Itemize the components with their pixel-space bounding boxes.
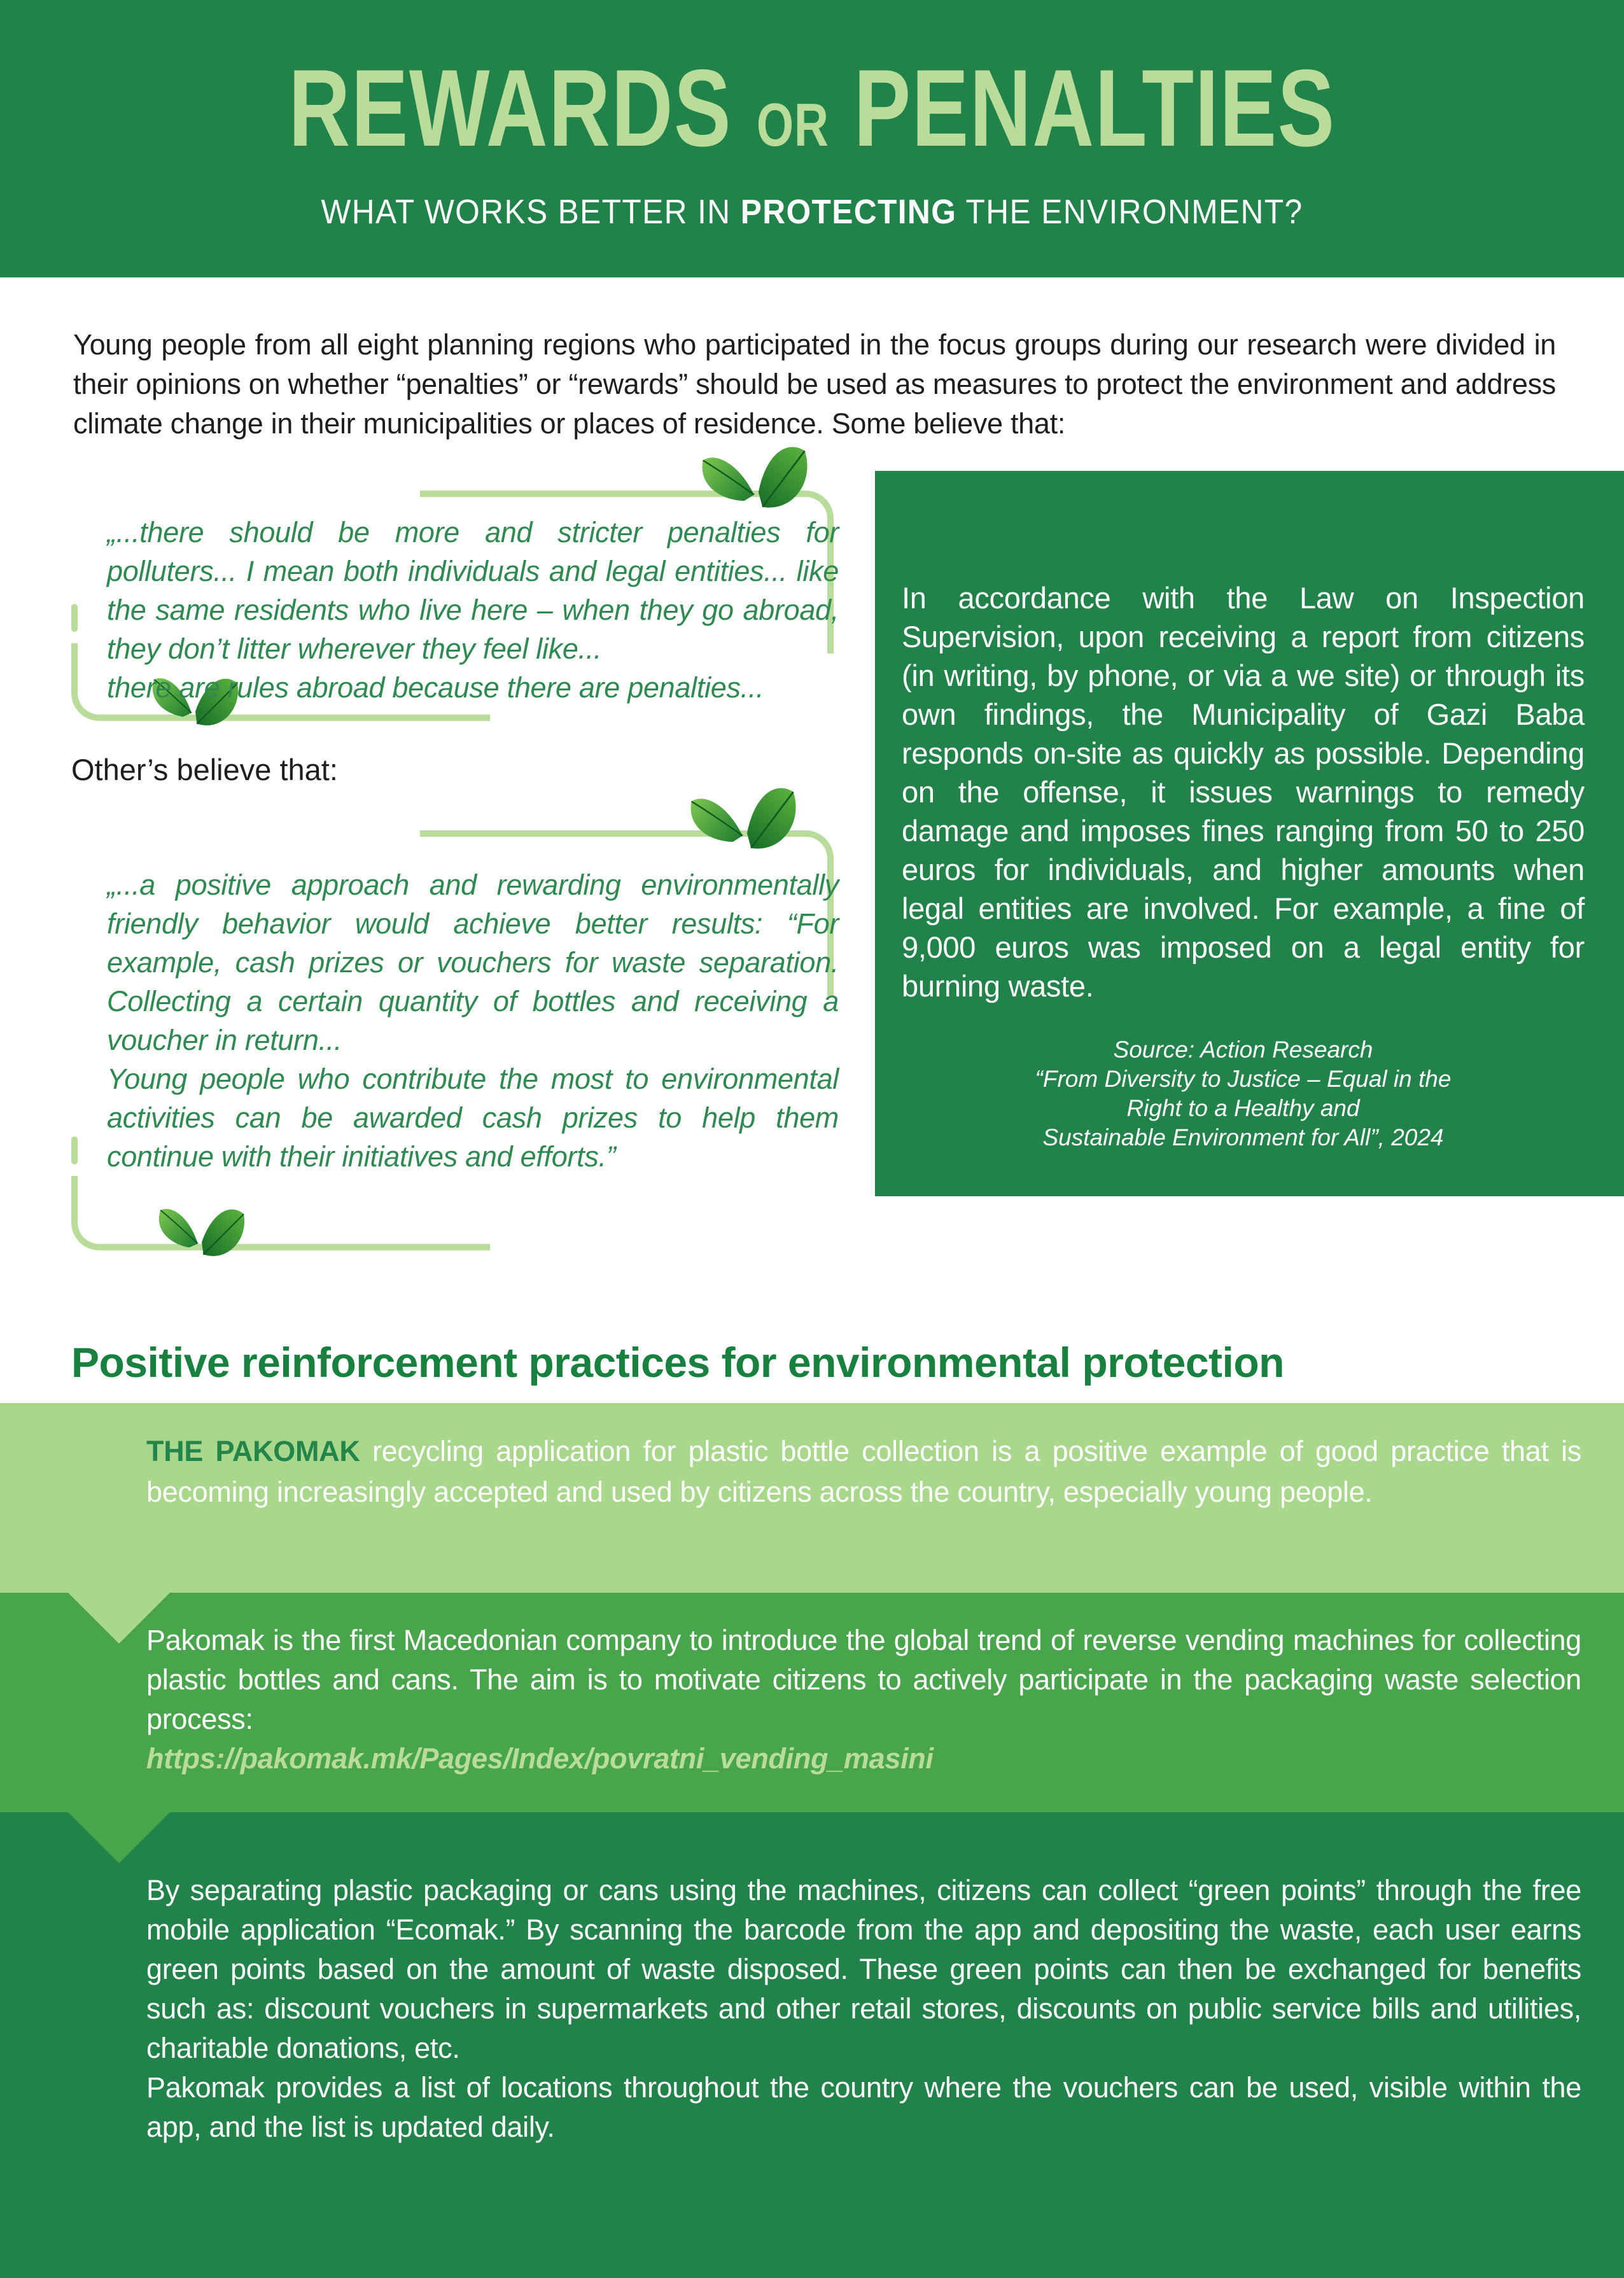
pakomak-url-link[interactable]: https://pakomak.mk/Pages/Index/povratni_vending_masini (146, 1742, 934, 1775)
quote-rewards (107, 865, 839, 1176)
leaf-pair-icon (148, 1200, 256, 1270)
intro-paragraph: Young people from all eight planning regions who participated in the focus groups during our research were divided in their opinions on whether “penalties” or “rewards” should be used as measures to protect the environment and address climate change in their municipalities or places of residence. Some believe that: (73, 328, 1556, 440)
subtitle-pre: WHAT WORKS BETTER IN (321, 193, 741, 231)
quote-penalties-text: „...there should be more and stricter penalties for polluters... I mean both individuals and legal entities... like the same residents who live here – when they go abroad, they don’t litter wherever they feel like... (107, 516, 839, 665)
pakomak-paragraph (146, 1431, 1581, 1513)
ecomak-text-2: Pakomak provides a list of locations throughout the country where the vouchers can be used, visible within the app, and the list is updated daily. (146, 2071, 1581, 2143)
source-line: Source: Action Research (1113, 1037, 1373, 1063)
page-title-rewards: REWARDS (288, 47, 732, 169)
header-banner (0, 0, 1624, 277)
source-line: Sustainable Environment for All”, 2024 (1042, 1124, 1444, 1150)
quote2-left-dash (71, 1136, 78, 1164)
pakomak-lead-rest: recycling application for plastic bottle collection is a positive example of good practice that is becoming increasingly accepted and used by citizens across the country, especially young people. (146, 1435, 1582, 1508)
section-ecomak (0, 1812, 1624, 2278)
quote-penalties-text-2: there are rules abroad because there are penalties... (107, 671, 764, 704)
source-line: Right to a Healthy and (1126, 1095, 1360, 1121)
inspection-info-text: In accordance with the Law on Inspection Supervision, upon receiving a report from citizens (in writing, by phone, or via a we site) or through its own findings, the Municipality of Gazi Baba responds on-site as quickly as possible. Depending on the offense, it issues warnings to remedy damage and imposes fines ranging from 50 to 250 euros for individuals, and higher amounts when legal entities are involved. For example, a fine of 9,000 euros was imposed on a legal entity for burning waste. (902, 581, 1585, 1003)
quote-rewards-text-2: Young people who contribute the most to environmental activities can be awarded cash prizes to help them continue with their initiatives and efforts.” (107, 1063, 839, 1173)
leaf-pair-icon (683, 772, 809, 877)
subtitle-post: THE ENVIRONMENT? (956, 193, 1303, 231)
ecomak-text-1: By separating plastic packaging or cans using the machines, citizens can collect “green points” through the free mobile application “Ecomak.” By scanning the barcode from the app and depositing the waste, each user earns green points based on the amount of waste disposed. These green points can then be exchanged for benefits such as: discount vouchers in supermarkets and other retail stores, discounts on public service bills and utilities, charitable donations, etc. (146, 1874, 1581, 2064)
quote1-left-dash (71, 604, 78, 632)
chevron-down-icon (68, 1593, 170, 1644)
chevron-down-icon (68, 1812, 170, 1863)
section-heading: Positive reinforcement practices for environmental protection (71, 1338, 1284, 1386)
page-title-or: OR (756, 91, 829, 159)
quote-rewards-text: „...a positive approach and rewarding environmentally friendly behavior would achieve better results: “For example, cash prizes or vouchers for waste separation. Collecting a certain quantity of bottles and receiving a voucher in return... (107, 869, 839, 1056)
page-subtitle (65, 192, 1559, 232)
section-pakomak (0, 1403, 1624, 1593)
quote2-bottom-border (71, 1176, 490, 1250)
vending-paragraph (146, 1621, 1581, 1778)
section-vending (0, 1593, 1624, 1812)
subtitle-bold: PROTECTING (740, 193, 957, 231)
others-believe-label: Other’s believe that: (71, 753, 338, 786)
page-title (179, 47, 1446, 169)
page-title-penalties: PENALTIES (853, 47, 1336, 169)
pakomak-lead-bold: THE PAKOMAK (146, 1435, 360, 1467)
inspection-info-box (875, 471, 1624, 1196)
vending-text: Pakomak is the first Macedonian company to introduce the global trend of reverse vending machines for collecting plastic bottles and cans. The aim is to motivate citizens to actively participate in the packaging waste selection process: (146, 1624, 1581, 1735)
source-citation (902, 1035, 1585, 1152)
source-line: “From Diversity to Justice – Equal in the (1035, 1066, 1452, 1092)
quote-penalties (107, 513, 839, 707)
ecomak-paragraphs (146, 1871, 1581, 2147)
